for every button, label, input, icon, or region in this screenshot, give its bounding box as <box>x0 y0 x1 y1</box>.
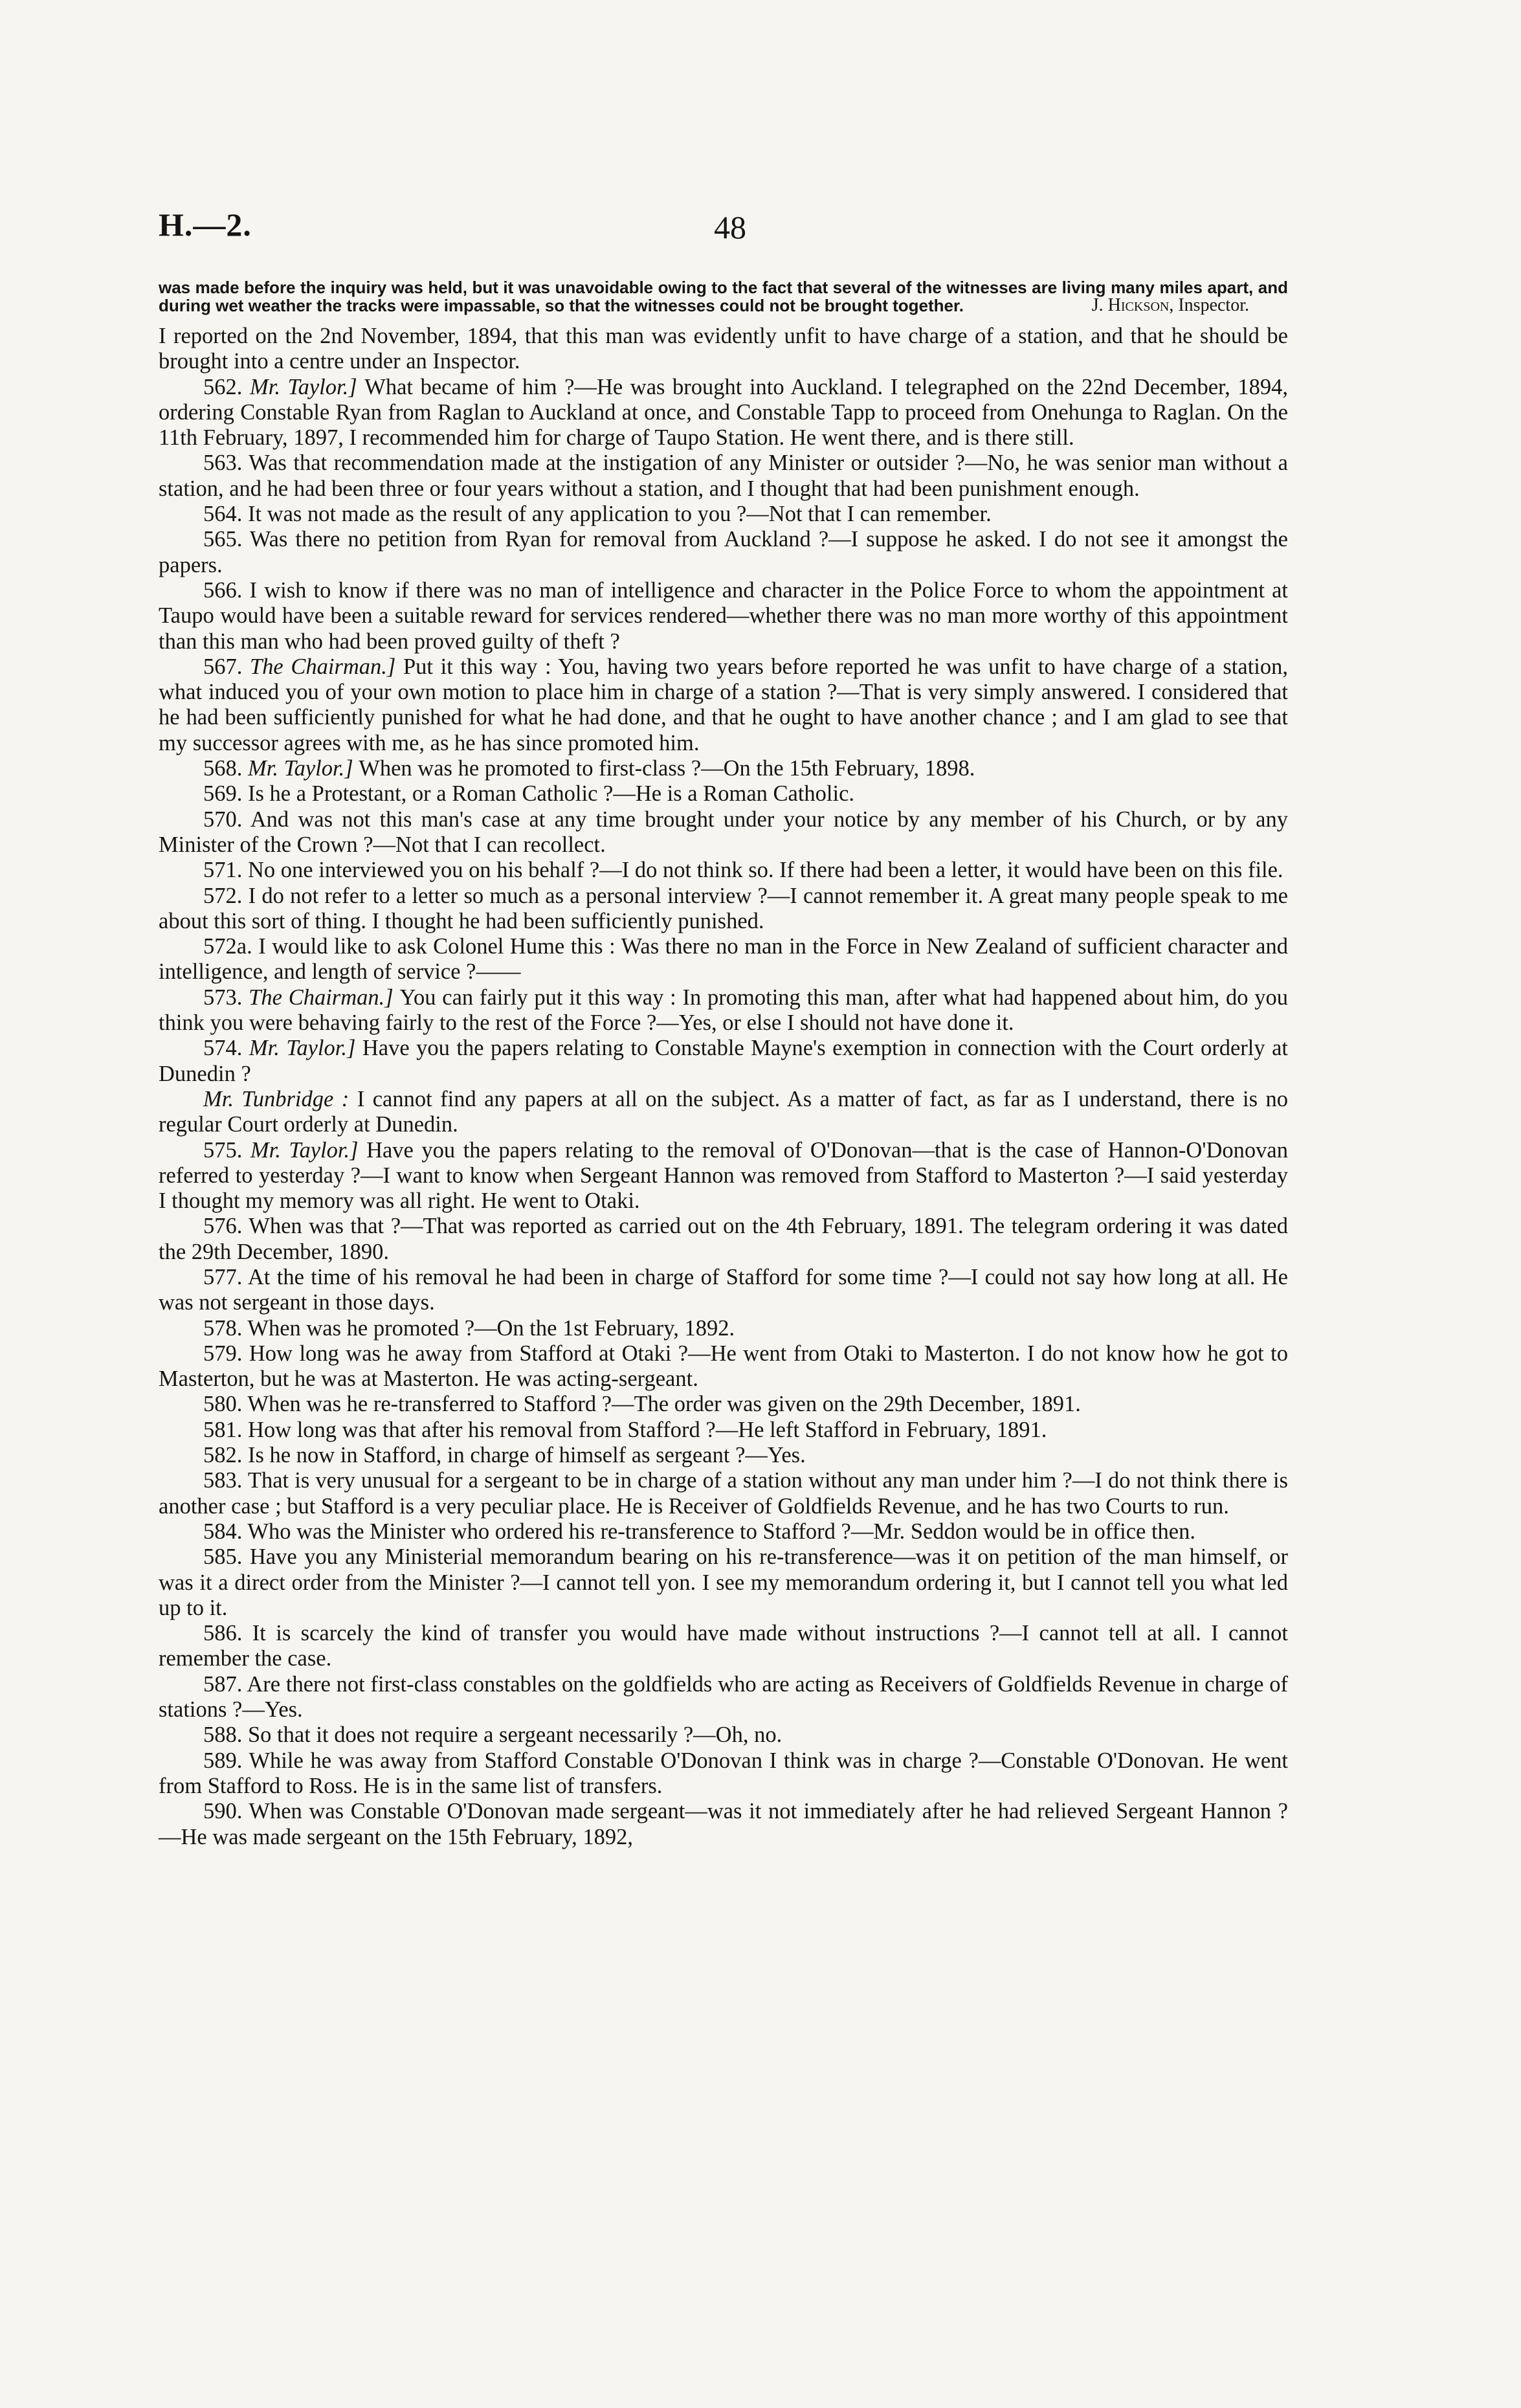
testimony-paragraph <box>159 654 1288 756</box>
paragraph-text: Have you the papers relating to the removal of O'Donovan—that is the case of Hannon-O'Donovan referred to yesterday ?—I want to know when Sergeant Hannon was removed from Stafford to Masterton ?—I said yesterday I thought my memory was all right. He went to Otaki. <box>159 1137 1288 1214</box>
testimony-paragraph <box>159 884 1288 935</box>
testimony-paragraph <box>159 1036 1288 1087</box>
testimony-paragraph <box>159 1341 1288 1392</box>
testimony-paragraph <box>159 451 1288 502</box>
paragraph-text: Is he now in Stafford, in charge of himself as sergeant ?—Yes. <box>248 1443 806 1468</box>
testimony-paragraph <box>159 807 1288 858</box>
speaker-label: Mr. Taylor.] <box>249 1036 362 1061</box>
paragraph-text: How long was he away from Stafford at Otaki ?—He went from Otaki to Masterton. I do not know how he got to Masterton, but he was at Masterton. He was acting-sergeant. <box>159 1341 1288 1392</box>
testimony-paragraph <box>159 781 1288 807</box>
question-number: 565. <box>203 527 250 552</box>
paragraph-text: At the time of his removal he had been in charge of Stafford for some time ?—I could not say how long at all. He was not sergeant in those days. <box>159 1264 1288 1315</box>
question-number: 576. <box>203 1214 249 1239</box>
testimony-paragraph <box>159 1418 1288 1443</box>
testimony-paragraph <box>159 756 1288 781</box>
question-number: 562. <box>203 374 250 399</box>
paragraph-text: It was not made as the result of any application to you ?—Not that I can remember. <box>248 502 992 527</box>
question-number: 581. <box>203 1417 248 1442</box>
paragraph-text: I reported on the 2nd November, 1894, that this man was evidently unfit to have charge of a station, and that he should be brought into a centre under an Inspector. <box>159 324 1288 374</box>
testimony-paragraph <box>159 1748 1288 1800</box>
testimony-paragraph <box>159 527 1288 578</box>
question-number: 564. <box>203 502 248 527</box>
paragraph-text: Is he a Protestant, or a Roman Catholic ?—He is a Roman Catholic. <box>248 781 855 807</box>
paragraph-text: I wish to know if there was no man of intelligence and character in the Police Force to whom the appointment at Taupo would have been a suitable reward for services rendered—whether there was no man more worthy of this appointment than this man who had been proved guilty of theft ? <box>159 577 1288 654</box>
testimony-paragraph <box>159 375 1288 451</box>
testimony-paragraph <box>159 934 1288 985</box>
paragraph-text: When was Constable O'Donovan made sergeant—was it not immediately after he had relieved Sergeant Hannon ?—He was made sergeant on the 15th February, 1892, <box>159 1799 1288 1849</box>
testimony-paragraph <box>159 1519 1288 1544</box>
testimony-paragraph <box>159 1544 1288 1621</box>
testimony-paragraph <box>159 1621 1288 1672</box>
speaker-label: The Chairman.] <box>250 654 403 679</box>
paragraph-text: You can fairly put it this way : In promoting this man, after what had happened about him, do you think you were behaving fairly to the rest of the Force ?—Yes, or else I should not have done it. <box>159 985 1289 1036</box>
question-number: 577. <box>203 1264 248 1289</box>
question-number: 569. <box>203 781 248 807</box>
paragraph-text: Are there not first-class constables on the goldfields who are acting as Receivers of Goldfields Revenue in charge of stations ?—Yes. <box>159 1671 1288 1722</box>
question-number: 568. <box>203 756 248 781</box>
report-reference: H.—2. <box>159 206 252 243</box>
paragraph-text: And was not this man's case at any time brought under your notice by any member of his Church, or by any Minister of the Crown ?—Not that I can recollect. <box>159 807 1288 857</box>
question-number: 579. <box>203 1341 249 1366</box>
speaker-label: The Chairman.] <box>249 985 400 1010</box>
question-number: 582. <box>203 1443 248 1468</box>
question-number: 580. <box>203 1392 248 1417</box>
question-number: 589. <box>203 1748 249 1773</box>
testimony-paragraph <box>159 324 1288 375</box>
question-number: 590. <box>203 1799 249 1824</box>
paragraph-text: When was he promoted ?—On the 1st February, 1892. <box>247 1315 735 1341</box>
paragraph-text: So that it does not require a sergeant necessarily ?—Oh, no. <box>248 1722 783 1748</box>
paragraph-text: Was there no petition from Ryan for removal from Auckland ?—I suppose he asked. I do not see it amongst the papers. <box>159 527 1288 577</box>
question-number: 578. <box>203 1315 248 1341</box>
testimony-paragraph <box>159 1087 1288 1138</box>
speaker-label: Mr. Taylor.] <box>250 1137 367 1163</box>
question-number: 573. <box>203 985 249 1010</box>
page-body <box>159 278 1288 1850</box>
speaker-label: Mr. Taylor.] <box>248 756 359 781</box>
question-number: 574. <box>203 1036 249 1061</box>
question-number: 588. <box>203 1722 248 1748</box>
question-number: 586. <box>203 1621 252 1646</box>
testimony-paragraph <box>159 1672 1288 1723</box>
testimony-paragraph <box>159 1316 1288 1341</box>
paragraph-text: That is very unusual for a sergeant to be in charge of a station without any man under him ?—I do not think there is another case ; but Stafford is a very peculiar place. He is Receiver of Goldfields Revenue, and he has two Courts to run. <box>159 1468 1288 1519</box>
question-number: 571. <box>203 858 248 883</box>
question-number: 570. <box>203 807 250 832</box>
testimony-paragraph <box>159 1265 1288 1316</box>
note-text: was made before the inquiry was held, but it was unavoidable owing to the fact that several of the witnesses are living many miles apart, and during wet weather the tracks were impassable, so that the witnesses could not be brought together. <box>159 278 1288 315</box>
testimony-paragraphs <box>159 324 1288 1850</box>
paragraph-text: It is scarcely the kind of transfer you would have made without instructions ?—I cannot tell at all. I cannot remember the case. <box>159 1621 1289 1671</box>
paragraph-text: When was he promoted to first-class ?—On the 15th February, 1898. <box>359 756 975 781</box>
paragraph-text: When was he re-transferred to Stafford ?—The order was given on the 29th December, 1891. <box>247 1392 1081 1417</box>
testimony-paragraph <box>159 858 1288 883</box>
testimony-paragraph <box>159 1722 1288 1748</box>
speaker-label: Mr. Taylor.] <box>249 374 365 399</box>
testimony-paragraph <box>159 985 1288 1036</box>
paragraph-text: I would like to ask Colonel Hume this : Was there no man in the Force in New Zealand of sufficient character and intelligence, and length of service ?—— <box>159 934 1288 985</box>
note-signature: J. Hickson, Inspector. <box>1091 295 1249 315</box>
paragraph-text: No one interviewed you on his behalf ?—I do not think so. If there had been a letter, it would have been on this file. <box>248 858 1283 883</box>
paragraph-text: Who was the Minister who ordered his re-transference to Stafford ?—Mr. Seddon would be in office then. <box>247 1519 1195 1544</box>
question-number: 572. <box>203 883 249 908</box>
testimony-paragraph <box>159 1799 1288 1850</box>
paragraph-text: Put it this way : You, having two years before reported he was unfit to have charge of a station, what induced you of your own motion to place him in charge of a station ?—That is very simply answered. I considered that he had been sufficiently punished for what he had done, and that he ought to have another chance ; and I am glad to see that my successor agrees with me, as he has since promoted him. <box>159 654 1288 755</box>
question-number: 583. <box>203 1468 248 1493</box>
testimony-paragraph <box>159 1392 1288 1417</box>
testimony-paragraph <box>159 1468 1288 1519</box>
paragraph-text: I cannot find any papers at all on the subject. As a matter of fact, as far as I understand, there is no regular Court orderly at Dunedin. <box>159 1086 1289 1137</box>
question-number: 572a. <box>203 934 259 959</box>
paragraph-text: I do not refer to a letter so much as a personal interview ?—I cannot remember it. A great many people speak to me about this sort of thing. I thought he had been sufficiently punished. <box>159 883 1288 933</box>
speaker-label: Mr. Tunbridge : <box>203 1086 357 1111</box>
page-number: 48 <box>714 209 746 245</box>
question-number: 566. <box>203 577 250 603</box>
question-number: 567. <box>203 654 250 679</box>
question-number: 587. <box>203 1671 247 1697</box>
paragraph-text: Was that recommendation made at the instigation of any Minister or outsider ?—No, he was senior man without a station, and he had been three or four years without a station, and I thought that had been punishment enough. <box>159 451 1288 501</box>
question-number: 563. <box>203 451 249 476</box>
testimony-paragraph <box>159 502 1288 527</box>
question-number: 584. <box>203 1519 248 1544</box>
testimony-paragraph <box>159 1138 1288 1214</box>
testimony-paragraph <box>159 1443 1288 1468</box>
question-number: 585. <box>203 1544 250 1570</box>
testimony-paragraph <box>159 1214 1288 1265</box>
paragraph-text: Have you any Ministerial memorandum bearing on his re-transference—was it on petition of the man himself, or was it a direct order from the Minister ?—I cannot tell yon. I see my memorandum ordering it, but I cannot tell you what led up to it. <box>159 1544 1288 1620</box>
question-number: 575. <box>203 1137 250 1163</box>
testimony-paragraph <box>159 578 1288 654</box>
paragraph-text: While he was away from Stafford Constable O'Donovan I think was in charge ?—Constable O'Donovan. He went from Stafford to Ross. He is in the same list of transfers. <box>159 1748 1288 1798</box>
inspector-note <box>159 278 1288 315</box>
paragraph-text: How long was that after his removal from Stafford ?—He left Stafford in February, 1891. <box>248 1417 1047 1442</box>
paragraph-text: Have you the papers relating to Constable Mayne's exemption in connection with the Court orderly at Dunedin ? <box>159 1036 1288 1086</box>
paragraph-text: When was that ?—That was reported as carried out on the 4th February, 1891. The telegram ordering it was dated the 29th December, 1890. <box>159 1214 1288 1264</box>
paragraph-text: What became of him ?—He was brought into Auckland. I telegraphed on the 22nd December, 1894, ordering Constable Ryan from Raglan to Auckland at once, and Constable Tapp to proceed from Onehunga to Raglan. On the 11th February, 1897, I recommended him for charge of Taupo Station. He went there, and is there still. <box>159 374 1288 451</box>
